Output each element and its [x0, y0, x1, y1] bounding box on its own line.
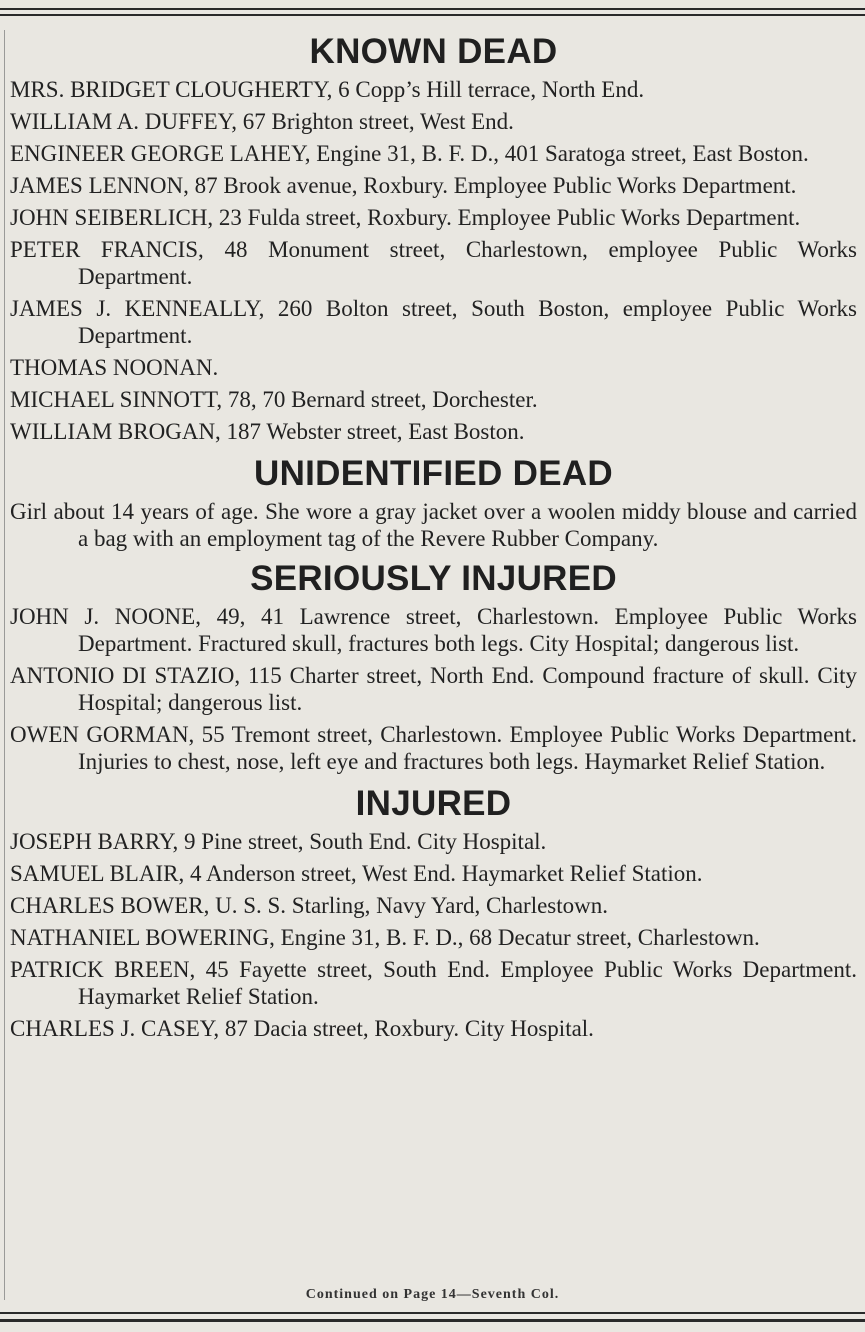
section-heading: SERIOUSLY INJURED: [250, 559, 617, 598]
list-item: SAMUEL BLAIR, 4 Anderson street, West End. Haymarket Relief Station.: [10, 861, 703, 886]
known-dead-section: [10, 28, 857, 445]
list-item: PATRICK BREEN, 45 Fayette street, South End. Employee Public Works Department. Haymarket Relief Station.: [10, 957, 857, 1009]
list-item: THOMAS NOONAN.: [10, 355, 219, 380]
list-item: NATHANIEL BOWERING, Engine 31, B. F. D., 68 Decatur street, Charlestown.: [10, 925, 760, 950]
article-body: [10, 28, 857, 1047]
list-item: OWEN GORMAN, 55 Tremont street, Charlestown. Employee Public Works Department. Injuries to chest, nose, left eye and fractures both legs. Haymarket Relief Station.: [10, 722, 857, 774]
top-rule: [0, 8, 865, 10]
injured-section: [10, 780, 857, 1042]
list-item: CHARLES J. CASEY, 87 Dacia street, Roxbury. City Hospital.: [10, 1016, 594, 1041]
column-divider: [4, 30, 5, 1300]
bottom-rule-inner: [0, 1319, 865, 1322]
list-item: JAMES J. KENNEALLY, 260 Bolton street, South Boston, employee Public Works Department.: [10, 296, 857, 348]
list-item: ENGINEER GEORGE LAHEY, Engine 31, B. F. D., 401 Saratoga street, East Boston.: [10, 141, 809, 166]
list-item: MRS. BRIDGET CLOUGHERTY, 6 Copp’s Hill terrace, North End.: [10, 77, 645, 102]
list-item: JOHN SEIBERLICH, 23 Fulda street, Roxbury. Employee Public Works Department.: [10, 205, 801, 230]
list-item: PETER FRANCIS, 48 Monument street, Charlestown, employee Public Works Department.: [10, 237, 857, 289]
list-item: JOHN J. NOONE, 49, 41 Lawrence street, Charlestown. Employee Public Works Department. Fractured skull, fractures both legs. City Hospital; dangerous list.: [10, 604, 857, 656]
list-item: CHARLES BOWER, U. S. S. Starling, Navy Yard, Charlestown.: [10, 893, 609, 918]
list-item: ANTONIO DI STAZIO, 115 Charter street, North End. Compound fracture of skull. City Hospital; dangerous list.: [10, 663, 857, 715]
section-heading: KNOWN DEAD: [309, 32, 558, 71]
list-item: JOSEPH BARRY, 9 Pine street, South End. City Hospital.: [10, 829, 547, 854]
section-heading: UNIDENTIFIED DEAD: [254, 454, 613, 493]
section-heading: INJURED: [355, 784, 512, 823]
list-item: Girl about 14 years of age. She wore a gray jacket over a woolen middy blouse and carried a bag with an employment tag of the Revere Rubber Company.: [10, 499, 857, 551]
unidentified-dead-section: [10, 450, 857, 552]
continuation-note: Continued on Page 14—Seventh Col.: [305, 1287, 560, 1302]
list-item: WILLIAM BROGAN, 187 Webster street, East Boston.: [10, 419, 525, 444]
list-item: WILLIAM A. DUFFEY, 67 Brighton street, West End.: [10, 109, 514, 134]
bottom-rule: [0, 1312, 865, 1314]
seriously-injured-section: [10, 555, 857, 775]
list-item: JAMES LENNON, 87 Brook avenue, Roxbury. Employee Public Works Department.: [10, 173, 797, 198]
top-rule-inner: [0, 14, 865, 16]
list-item: MICHAEL SINNOTT, 78, 70 Bernard street, Dorchester.: [10, 387, 538, 412]
